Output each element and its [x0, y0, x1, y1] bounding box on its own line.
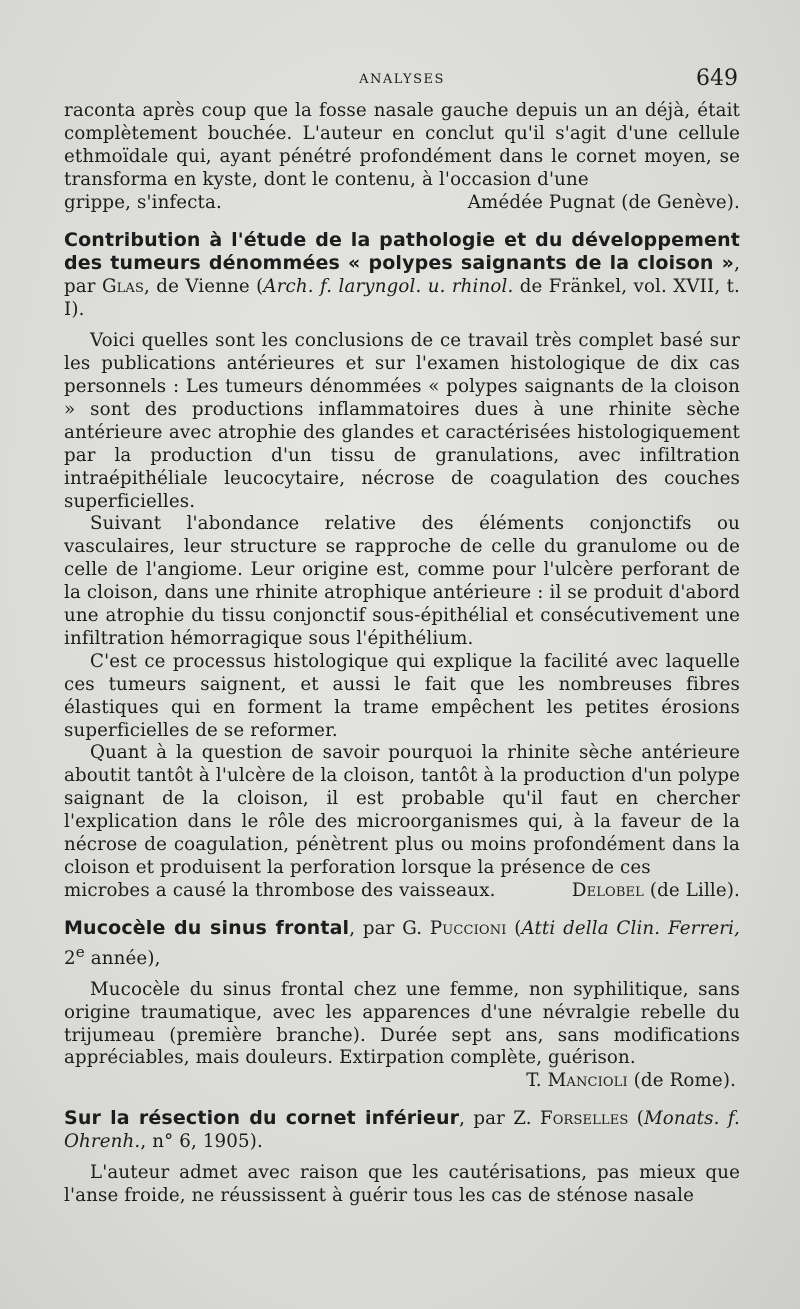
article-1-ref-by: , par: [64, 253, 740, 298]
article-2-signature-place: (de Rome).: [627, 1070, 736, 1092]
spacer: [64, 215, 740, 229]
article-1-signature-place: (de Lille).: [649, 879, 740, 901]
article-1: [64, 229, 740, 903]
article-1-signature: [572, 880, 740, 903]
article-1-signature-name: Delobel: [571, 879, 644, 901]
article-2-signature-name: Mancioli: [547, 1070, 628, 1092]
running-title: ANALYSES: [359, 72, 445, 87]
spacer: [64, 1154, 740, 1162]
article-2-title: Mucocèle du sinus frontal: [64, 916, 350, 939]
article-2-year-num: 2: [64, 947, 76, 969]
article-3: [64, 1107, 740, 1208]
intro-section: [64, 100, 740, 215]
article-2-ref-rest: année),: [84, 947, 161, 969]
intro-signature: [468, 192, 740, 215]
article-1-journal: Arch. f. laryngol. u. rhinol.: [263, 276, 514, 298]
intro-signature-place: (de Genève).: [621, 191, 740, 213]
article-1-last-line: microbes a causé la thrombose des vaisseaux.: [64, 879, 496, 901]
article-2-ref-by: , par G.: [349, 917, 430, 939]
article-3-ref-open: (: [628, 1108, 644, 1130]
article-3-heading: [64, 1107, 740, 1154]
article-3-ref-by: , par Z.: [459, 1108, 540, 1130]
article-1-paragraph-3: C'est ce processus histologique qui explique la facilité avec laquelle ces tumeurs saignent, et aussi le fait que les nombreuses fibres élastiques qui en forment la trame empêchent les petites érosions superficielles de se reformer.: [64, 650, 740, 741]
article-1-ref-loc: , de Vienne (: [144, 276, 264, 298]
page-number: 649: [696, 66, 738, 91]
intro-signature-name: Amédée Pugnat: [467, 191, 616, 213]
article-1-author: Glas: [101, 276, 145, 298]
intro-paragraph: raconta après coup que la fosse nasale gauche depuis un an déjà, était complètement bouchée. L'auteur en conclut qu'il s'agit d'une cellule ethmoïdale qui, ayant pénétré profondément dans le cornet moyen, se transforma en kyste, dont le contenu, à l'occasion d'une: [64, 100, 740, 190]
article-3-ref-rest: , n° 6, 1905).: [140, 1131, 263, 1153]
spacer: [64, 903, 740, 917]
article-2-author: Puccioni: [429, 917, 507, 939]
article-1-paragraph-1: Voici quelles sont les conclusions de ce travail très complet basé sur les publications antérieures et sur l'examen histologique de dix cas personnels : Les tumeurs dénommées « polypes saignants de la cloison » sont des productions inflammatoires dues à une rhinite sèche antérieure avec atrophie des glandes et caractérisées histologiquement par la production d'un tissu de granulations, avec infiltration intraépithéliale leucocytaire, nécrose de coagulation des couches superficielles.: [64, 330, 740, 512]
article-2-signature: [64, 1070, 740, 1093]
article-2-paragraph-1: Mucocèle du sinus frontal chez une femme, non syphilitique, sans origine traumatique, avec les apparences d'une névralgie rebelle du trijumeau (première branche). Durée sept ans, sans modifications appréciables, mais douleurs. Extirpation complète, guérison.: [64, 978, 740, 1069]
article-3-journal: Monats. f. Ohrenh.: [64, 1108, 740, 1153]
article-1-title: Contribution à l'étude de la pathologie et du développement des tumeurs dénommées « polypes saignants de la cloison »: [64, 228, 740, 275]
spacer: [64, 322, 740, 330]
article-1-heading: [64, 229, 740, 323]
article-2-ref-open: (: [506, 917, 522, 939]
article-3-paragraph-1: L'auteur admet avec raison que les cautérisations, pas mieux que l'anse froide, ne réussissent à guérir tous les cas de sténose nasale: [64, 1162, 740, 1206]
article-2: [64, 917, 740, 1093]
article-2-journal: Atti della Clin. Ferreri,: [521, 917, 740, 939]
article-1-ref-rest: de Fränkel, vol. XVII, t. I).: [64, 276, 740, 321]
article-3-title: Sur la résection du cornet inférieur: [64, 1107, 460, 1130]
article-1-paragraph-4: Quant à la question de savoir pourquoi la rhinite sèche antérieure aboutit tantôt à l'ulcère de la cloison, tantôt à la production d'un polype saignant de la cloison, il est probable qu'il faut en chercher l'explication dans le rôle des microorganismes qui, à la faveur de la nécrose de coagulation, pénètrent plus ou moins profondément dans la cloison et produisent la perforation lorsque la présence de ces: [64, 742, 740, 878]
spacer: [64, 1093, 740, 1107]
article-1-paragraph-2: Suivant l'abondance relative des éléments conjonctifs ou vasculaires, leur structure se rapproche de celle du granulome ou de celle de l'angiome. Leur origine est, comme pour l'ulcère perforant de la cloison, dans une rhinite atrophique antérieure : il se produit d'abord une atrophie du tissu conjonctif sous-épithélial et consécutivement une infiltration hémorragique sous l'épithélium.: [64, 513, 740, 649]
article-3-author: Forselles: [539, 1108, 629, 1130]
intro-closing-line: [64, 192, 740, 215]
article-1-closing-line: [64, 880, 740, 903]
article-2-heading: [64, 917, 740, 971]
spacer: [64, 971, 740, 979]
article-2-year-sup: e: [75, 942, 85, 961]
running-head: [64, 64, 740, 100]
article-2-signature-initial: T.: [526, 1070, 548, 1092]
intro-last-line: grippe, s'infecta.: [64, 191, 222, 213]
